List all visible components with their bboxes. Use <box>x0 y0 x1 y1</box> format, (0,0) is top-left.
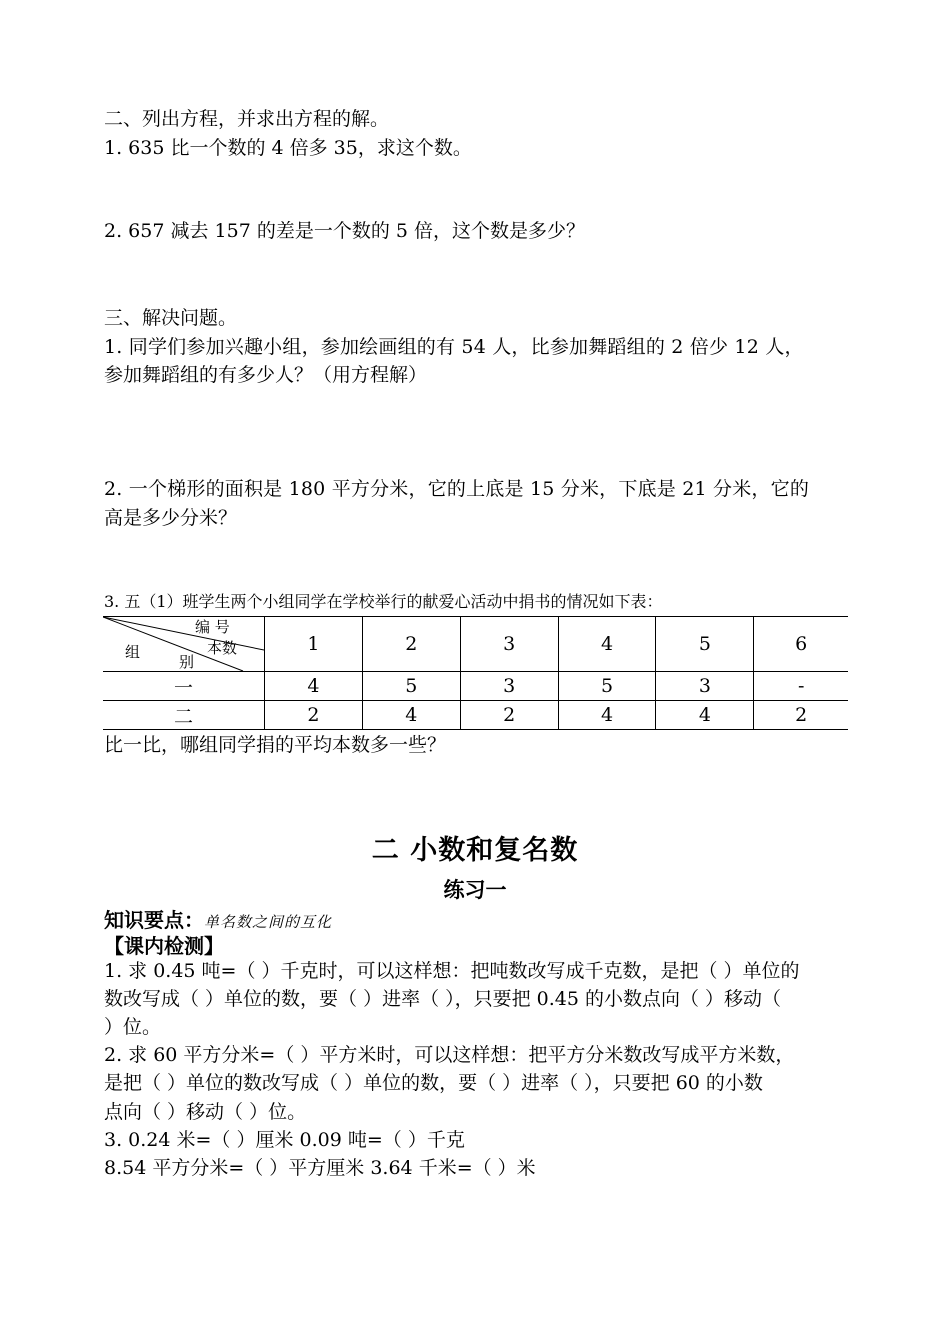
check-question-2-line-3: 点向（ ）移动（ ）位。 <box>104 1101 307 1123</box>
check-question-1-line-3: ）位。 <box>104 1016 162 1038</box>
table-column-header: 2 <box>362 617 460 672</box>
section-2-heading: 二、列出方程，并求出方程的解。 <box>104 108 390 130</box>
table-cell: 2 <box>265 701 363 730</box>
table-column-header: 4 <box>558 617 656 672</box>
table-cell: 4 <box>558 701 656 730</box>
section-3-heading: 三、解决问题。 <box>104 307 238 329</box>
section-3-question-3-prompt: 比一比，哪组同学捐的平均本数多一些？ <box>104 734 447 756</box>
check-question-3-line-2: 8.54 平方分米=（ ）平方厘米 3.64 千米=（ ）米 <box>104 1157 536 1179</box>
table-cell: 4 <box>265 672 363 701</box>
section-3-question-2-line-1: 2. 一个梯形的面积是 180 平方分米，它的上底是 15 分米，下底是 21 分米，它的 <box>104 478 810 500</box>
section-2-question-1: 1. 635 比一个数的 4 倍多 35，求这个数。 <box>104 137 472 159</box>
table-cell: 5 <box>558 672 656 701</box>
knowledge-points <box>104 904 332 933</box>
table-cell: 4 <box>362 701 460 730</box>
section-3-question-1-line-2: 参加舞蹈组的有多少人？（用方程解） <box>104 364 428 386</box>
corner-label-count: 本数 <box>207 639 238 657</box>
knowledge-label: 知识要点： <box>104 908 204 932</box>
table-column-header: 5 <box>656 617 754 672</box>
check-question-1-line-1: 1. 求 0.45 吨=（ ）千克时，可以这样想：把吨数改写成千克数，是把（ ）单位的 <box>104 960 800 982</box>
table-column-header: 1 <box>265 617 363 672</box>
book-donation-table <box>103 616 848 730</box>
table-cell: 3 <box>460 672 558 701</box>
table-row <box>103 672 848 701</box>
table-row-label: 一 <box>103 672 265 701</box>
table-header-row <box>103 617 848 672</box>
table-cell: 3 <box>656 672 754 701</box>
check-question-1-line-2: 数改写成（ ）单位的数，要（ ）进率（ ），只要把 0.45 的小数点向（ ）移动（ <box>104 988 782 1010</box>
table-cell: - <box>754 672 848 701</box>
table-row-label: 二 <box>103 701 265 730</box>
section-3-question-1-line-1: 1. 同学们参加兴趣小组，参加绘画组的有 54 人，比参加舞蹈组的 2 倍少 12 人， <box>104 336 804 358</box>
table-cell: 2 <box>754 701 848 730</box>
chapter-title: 二 小数和复名数 <box>371 835 579 866</box>
corner-label-number: 编 号 <box>195 618 230 636</box>
table-cell: 2 <box>460 701 558 730</box>
table-row <box>103 701 848 730</box>
knowledge-text: 单名数之间的互化 <box>204 913 333 931</box>
section-3-question-2-line-2: 高是多少分米？ <box>104 507 238 529</box>
section-3-question-3-intro: 3. 五（1）班学生两个小组同学在学校举行的献爱心活动中捐书的情况如下表： <box>104 592 663 611</box>
table-column-header: 6 <box>754 617 848 672</box>
corner-label-type: 别 <box>179 653 195 671</box>
table-column-header: 3 <box>460 617 558 672</box>
section-2-question-2: 2. 657 减去 157 的差是一个数的 5 倍，这个数是多少？ <box>104 220 585 242</box>
table-cell: 5 <box>362 672 460 701</box>
check-question-2-line-2: 是把（ ）单位的数改写成（ ）单位的数，要（ ）进率（ ），只要把 60 的小数 <box>104 1072 763 1094</box>
in-class-check-title: 【课内检测】 <box>104 934 224 958</box>
table-corner-cell <box>103 617 265 672</box>
check-question-3-line-1: 3. 0.24 米=（ ）厘米 0.09 吨=（ ）千克 <box>104 1129 465 1151</box>
corner-label-group: 组 <box>125 643 141 661</box>
check-question-2-line-1: 2. 求 60 平方分米=（ ）平方米时，可以这样想：把平方分米数改写成平方米数， <box>104 1044 795 1066</box>
table-cell: 4 <box>656 701 754 730</box>
exercise-title: 练习一 <box>443 878 507 902</box>
